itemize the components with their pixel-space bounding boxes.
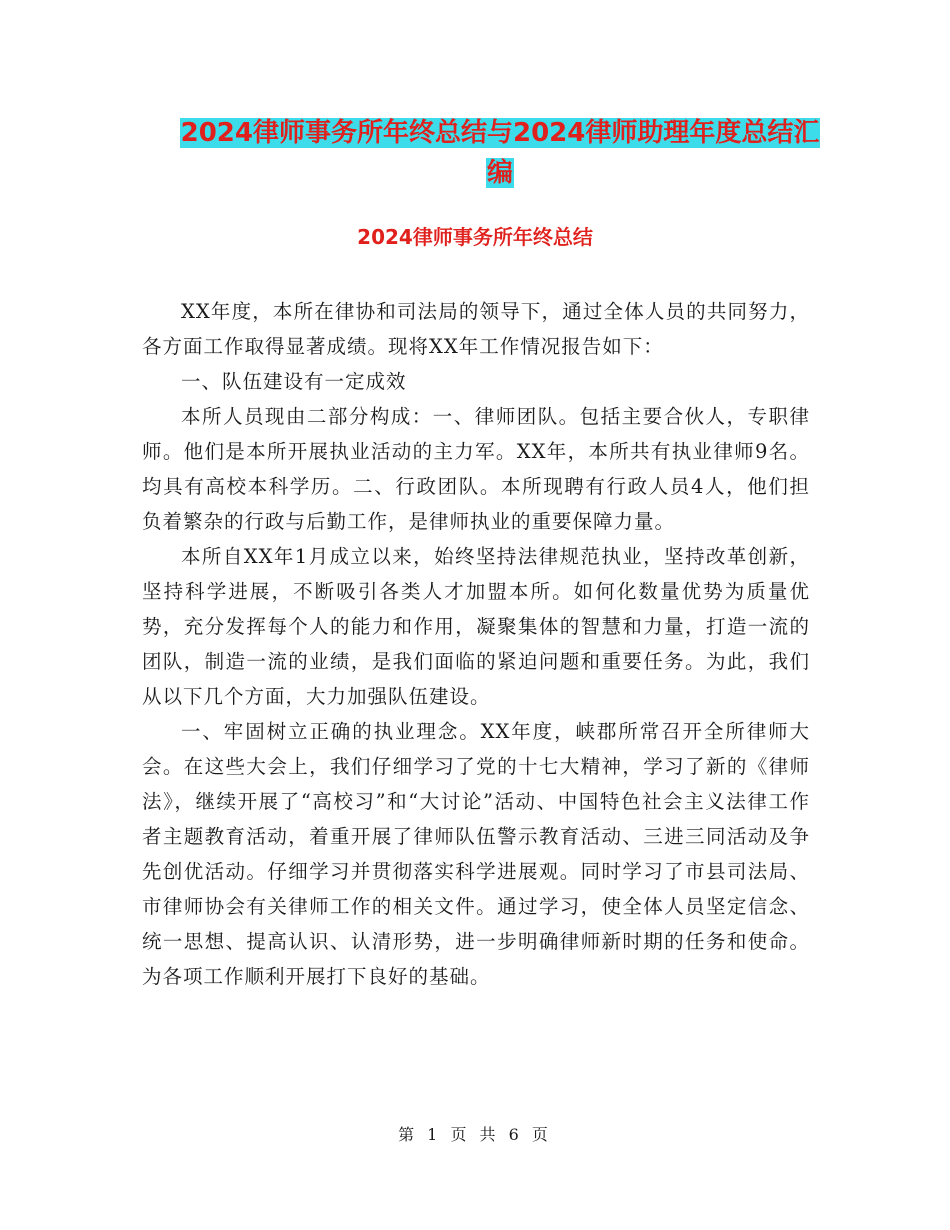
paragraph-team-goals: 本所自XX年1月成立以来，始终坚持法律规范执业，坚持改革创新，坚持科学进展，不断吸引各类人才加盟本所。如何化数量优势为质量优势，充分发挥每个人的能力和作用，凝聚集体的智慧和力量，打造一流的团队，制造一流的业绩，是我们面临的紧迫问题和重要任务。为此，我们从以下几个方面，大力加强队伍建设。 [142, 545, 810, 708]
section-title: 2024律师事务所年终总结 [357, 225, 593, 249]
title-line-2: 编 [486, 158, 513, 188]
title-line-1: 2024律师事务所年终总结与2024律师助理年度总结汇 [180, 118, 820, 148]
document-title [140, 113, 860, 193]
paragraph-heading-team: 一、队伍建设有一定成效 [181, 370, 407, 393]
document-body [142, 294, 810, 994]
paragraph-intro: XX年度，本所在律协和司法局的领导下，通过全体人员的共同努力，各方面工作取得显著成绩。现将XX年工作情况报告如下： [142, 300, 810, 358]
paragraph-team-composition: 本所人员现由二部分构成：一、律师团队。包括主要合伙人，专职律师。他们是本所开展执业活动的主力军。XX年，本所共有执业律师9名。均具有高校本科学历。二、行政团队。本所现聘有行政人员4人，他们担负着繁杂的行政与后勤工作，是律师执业的重要保障力量。 [142, 405, 810, 533]
page-number: 第 1 页 共 6 页 [398, 1125, 552, 1144]
paragraph-practice-philosophy: 一、牢固树立正确的执业理念。XX年度，峡郡所常召开全所律师大会。在这些大会上，我们仔细学习了党的十七大精神，学习了新的《律师法》，继续开展了“高校习”和“大讨论”活动、中国特色社会主义法律工作者主题教育活动，着重开展了律师队伍警示教育活动、三进三同活动及争先创优活动。仔细学习并贯彻落实科学进展观。同时学习了市县司法局、市律师协会有关律师工作的相关文件。通过学习，使全体人员坚定信念、统一思想、提高认识、认清形势，进一步明确律师新时期的任务和使命。为各项工作顺利开展打下良好的基础。 [142, 720, 810, 988]
